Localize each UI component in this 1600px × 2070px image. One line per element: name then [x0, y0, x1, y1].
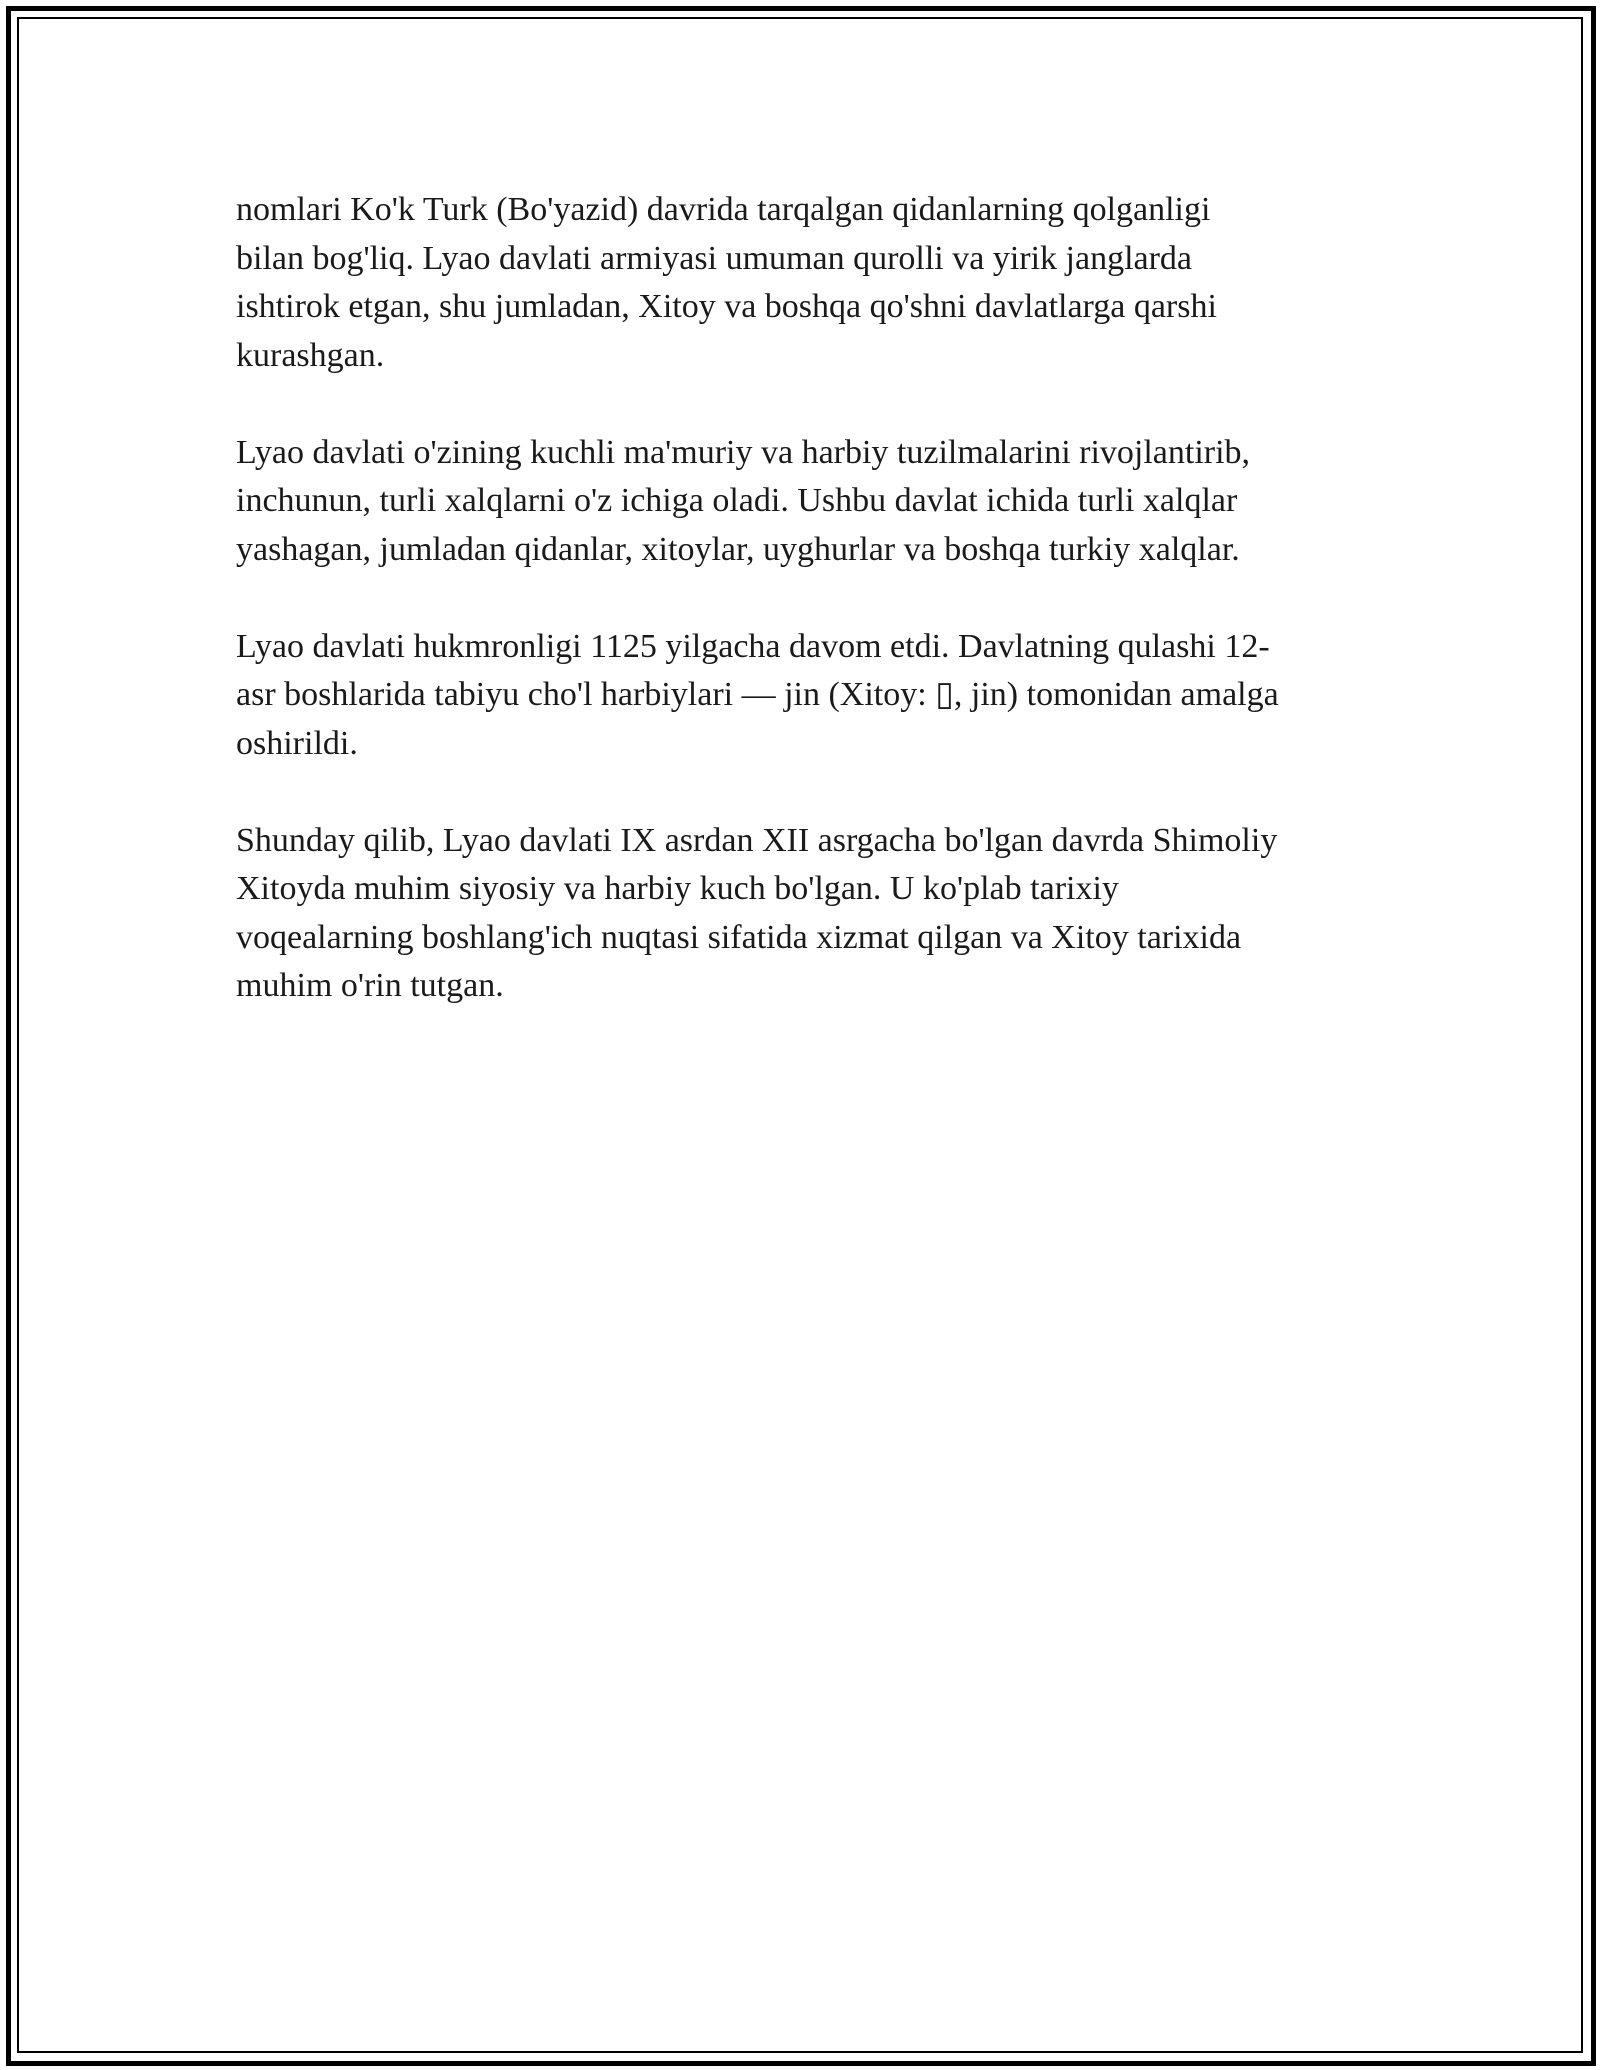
- paragraph-1: nomlari Ko'k Turk (Bo'yazid) davrida tarqalgan qidanlarning qolganligi bilan bog'liq. Lyao davlati armiyasi umuman qurolli va yirik janglarda ishtirok etgan, shu jumladan, Xitoy va boshqa qo'shni davlatlarga qarshi kurashgan.: [236, 191, 1217, 374]
- paragraph-3: Lyao davlati hukmronligi 1125 yilgacha davom etdi. Davlatning qulashi 12- asr boshlarida tabiyu cho'l harbiylari — jin (Xitoy: ▯, jin) tomonidan amalga oshirildi.: [236, 627, 1279, 762]
- paragraph-2: Lyao davlati o'zining kuchli ma'muriy va harbiy tuzilmalarini rivojlantirib, inchunun, turli xalqlarni o'z ichiga oladi. Ushbu davlat ichida turli xalqlar yashagan, jumladan qidanlar, xitoylar, uyghurlar va boshqa turkiy xalqlar.: [236, 433, 1251, 568]
- document-body: [236, 186, 1366, 1059]
- paragraph-4: Shunday qilib, Lyao davlati IX asrdan XII asrgacha bo'lgan davrda Shimoliy Xitoyda muhim siyosiy va harbiy kuch bo'lgan. U ko'plab tarixiy voqealarning boshlang'ich nuqtasi sifatida xizmat qilgan va Xitoy tarixida muhim o'rin tutgan.: [236, 821, 1278, 1004]
